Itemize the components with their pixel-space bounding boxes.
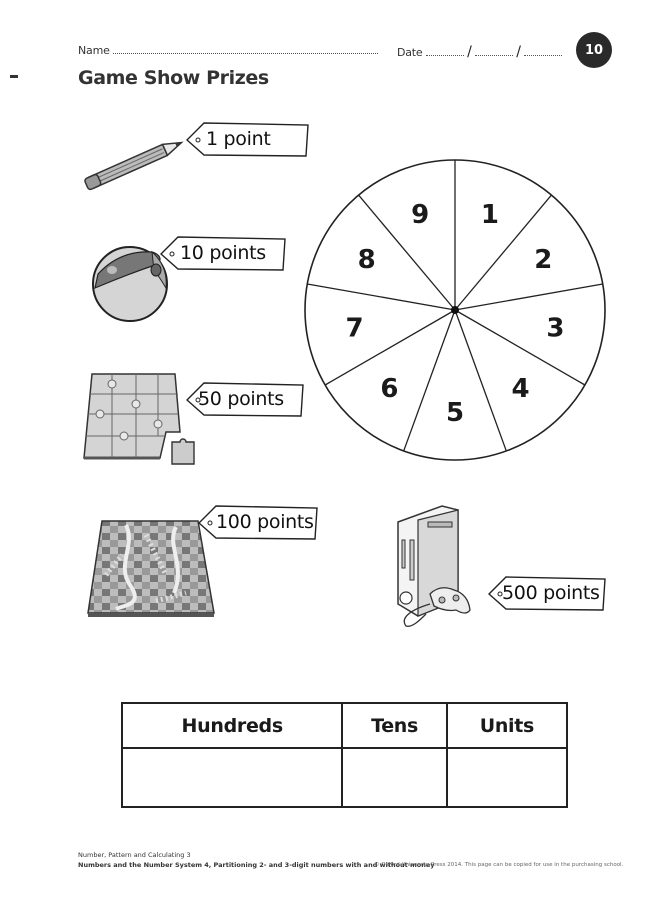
table-row	[122, 748, 567, 807]
number-spinner[interactable]	[302, 157, 608, 463]
prize-pencil	[78, 118, 313, 198]
column-header-hundreds: Hundreds	[122, 703, 342, 748]
prize-label: 500 points	[502, 582, 600, 604]
spinner-section-3: 3	[546, 313, 565, 344]
prize-jigsaw-puzzle	[80, 370, 310, 470]
margin-mark	[10, 75, 18, 78]
date-field[interactable]	[397, 44, 562, 60]
spinner-section-4: 4	[511, 374, 530, 405]
prize-beach-ball	[90, 236, 290, 326]
hundreds-answer-cell[interactable]	[122, 748, 342, 807]
footer-series: Number, Pattern and Calculating 3	[78, 851, 191, 859]
column-header-units: Units	[447, 703, 567, 748]
date-month-line[interactable]	[475, 46, 513, 56]
date-year-line[interactable]	[524, 46, 562, 56]
units-answer-cell[interactable]	[447, 748, 567, 807]
spinner-center	[451, 306, 459, 314]
footer-topic: Numbers and the Number System 4, Partitioning 2- and 3-digit numbers with and without money	[78, 861, 435, 869]
date-separator: /	[516, 44, 521, 60]
tens-answer-cell[interactable]	[342, 748, 446, 807]
footer-copyright: © Oxford University Press 2014. This page can be copied for use in the purchasing school.	[374, 862, 624, 868]
name-line[interactable]	[113, 44, 378, 54]
prize-label: 10 points	[180, 242, 266, 264]
games-console-icon	[390, 500, 500, 630]
place-value-table	[121, 702, 568, 808]
spinner-section-6: 6	[380, 374, 399, 405]
beach-ball-icon	[90, 236, 170, 322]
name-field[interactable]	[78, 44, 378, 57]
date-label: Date	[397, 46, 423, 59]
date-day-line[interactable]	[426, 46, 464, 56]
prize-label: 100 points	[216, 511, 314, 533]
name-label: Name	[78, 44, 110, 57]
prize-board-game	[86, 505, 321, 620]
spinner-section-2: 2	[534, 245, 553, 275]
pencil-icon	[78, 118, 198, 198]
spinner-section-5: 5	[445, 398, 465, 428]
spinner-section-8: 8	[357, 245, 376, 275]
date-separator: /	[467, 44, 472, 60]
spinner-section-7: 7	[345, 313, 364, 344]
spinner-section-9: 9	[411, 200, 430, 231]
spinner-section-1: 1	[480, 200, 499, 231]
page-title: Game Show Prizes	[78, 67, 269, 89]
prize-games-console	[390, 500, 615, 630]
prize-label: 50 points	[198, 388, 284, 410]
page-number-badge: 10	[576, 32, 612, 68]
prize-label: 1 point	[206, 128, 271, 150]
jigsaw-puzzle-icon	[80, 370, 200, 470]
column-header-tens: Tens	[342, 703, 446, 748]
